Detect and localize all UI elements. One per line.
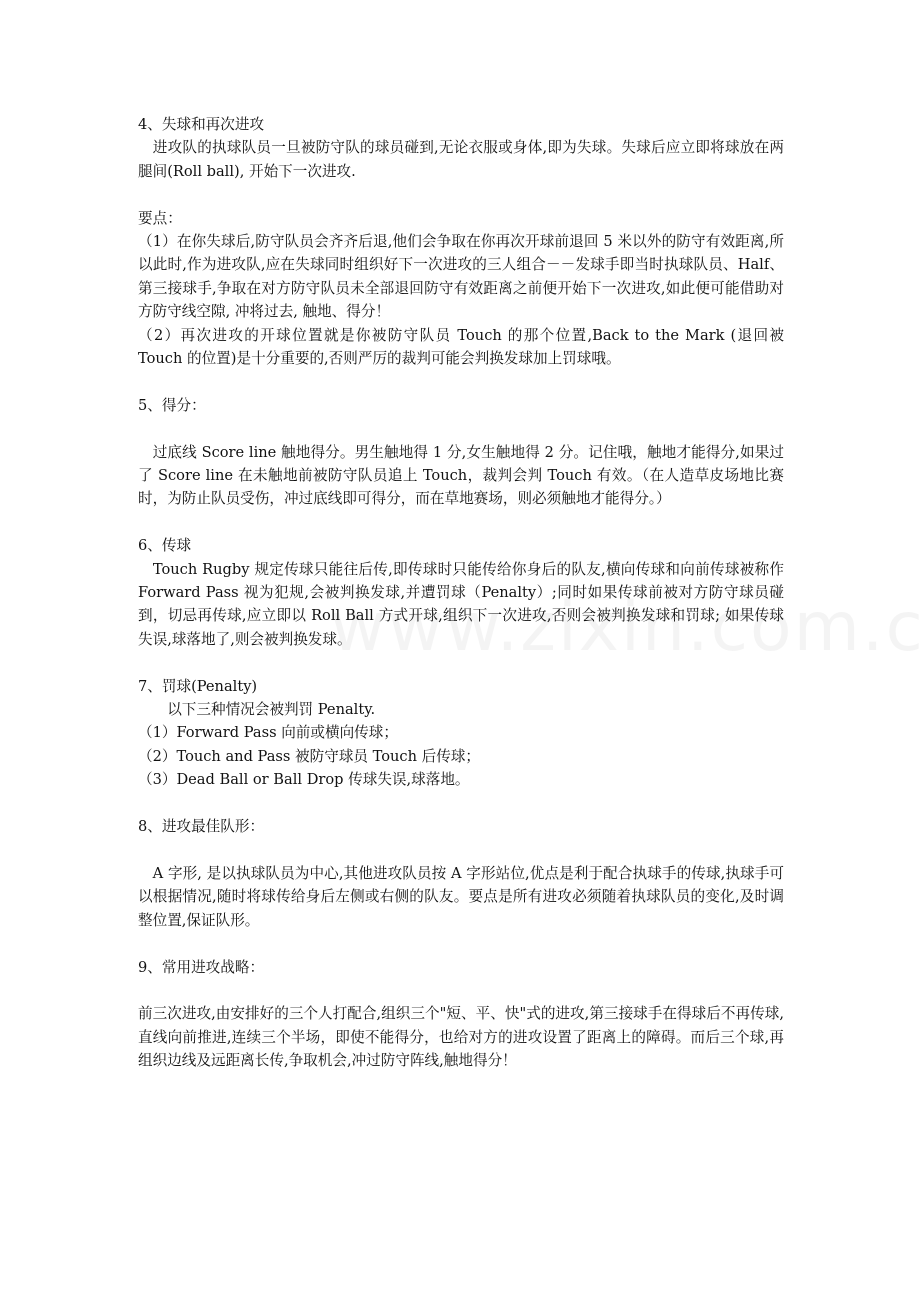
section-scoring — [138, 394, 784, 511]
section-penalty — [138, 675, 784, 792]
blank-line — [138, 183, 784, 206]
section-heading: 8、进攻最佳队形： — [138, 818, 265, 836]
section-formation — [138, 815, 784, 932]
blank-line — [138, 511, 784, 534]
list-item: （1）Forward Pass 向前或横向传球； — [138, 724, 398, 742]
paragraph: 前三次进攻,由安排好的三个人打配合,组织三个"短、平、快"式的进攻,第三接球手在得球后不再传球,直线向前推进,连续三个半场，即使不能得分，也给对方的进攻设置了距离上的障碍。而后三个球,再组织边线及远距离长传,争取机会,冲过防守阵线,触地得分！ — [138, 1005, 784, 1070]
paragraph: Touch Rugby 规定传球只能往后传,即传球时只能传给你身后的队友,横向传球和向前传球被称作 Forward Pass 视为犯规,会被判换发球,并遭罚球（Penalty）;同时如果传球前被对方防守球员碰到，切忌再传球,应立即以 Roll Ball 方式开球,组织下一次进攻,否则会被判换发球和罚球; 如果传球失误,球落地了,则会被判换发球。 — [138, 560, 784, 648]
section-heading: 5、得分： — [138, 396, 206, 414]
section-strategy — [138, 956, 784, 1073]
section-heading: 9、常用进攻战略： — [138, 958, 265, 976]
paragraph: （1）在你失球后,防守队员会齐齐后退,他们会争取在你再次开球前退回 5 米以外的防守有效距离,所以此时,作为进攻队,应在失球同时组织好下一次进攻的三人组合－－发球手即当时执球队员、Half、第三接球手,争取在对方防守队员未全部退回防守有效距离之前便开始下一次进攻,如此便可能借助对方防守线空隙, 冲将过去, 触地、得分！ — [138, 233, 784, 321]
list-item: （2）Touch and Pass 被防守球员 Touch 后传球； — [138, 747, 481, 765]
section-heading: 6、传球 — [138, 537, 192, 555]
list-item: （3）Dead Ball or Ball Drop 传球失误,球落地。 — [138, 771, 470, 789]
paragraph: A 字形, 是以执球队员为中心,其他进攻队员按 A 字形站位,优点是利于配合执球手的传球,执球手可以根据情况,随时将球传给身后左侧或右侧的队友。要点是所有进攻必须随着执球队员的变化,及时调整位置,保证队形。 — [138, 864, 784, 929]
paragraph: （2）再次进攻的开球位置就是你被防守队员 Touch 的那个位置,Back to the Mark (退回被 Touch 的位置)是十分重要的,否则严厉的裁判可能会判换发球加上罚球哦。 — [138, 326, 784, 368]
section-heading: 4、失球和再次进攻 — [138, 116, 265, 133]
blank-line — [138, 979, 784, 1002]
blank-line — [138, 839, 784, 862]
section-passing — [138, 534, 784, 651]
paragraph: 进攻队的执球队员一旦被防守队的球员碰到,无论衣服或身体,即为失球。失球后应立即将球放在两腿间(Roll ball), 开始下一次进攻. — [138, 139, 784, 180]
penalty-intro: 以下三种情况会被判罚 Penalty. — [138, 701, 376, 719]
blank-line — [138, 370, 784, 393]
paragraph: 过底线 Score line 触地得分。男生触地得 1 分,女生触地得 2 分。记住哦，触地才能得分,如果过了 Score line 在未触地前被防守队员追上 Touch，裁判会判 Touch 有效。（在人造草皮场地比赛时，为防止队员受伤，冲过底线即可得分，而在草地赛场，则必须触地才能得分。） — [138, 443, 784, 508]
document-body — [138, 113, 784, 1073]
blank-line — [138, 932, 784, 955]
section-heading: 要点： — [138, 209, 182, 227]
blank-line — [138, 651, 784, 674]
section-lost-ball — [138, 113, 784, 183]
section-key-points — [138, 207, 784, 371]
blank-line — [138, 792, 784, 815]
section-heading: 7、罚球(Penalty) — [138, 677, 258, 695]
blank-line — [138, 417, 784, 440]
